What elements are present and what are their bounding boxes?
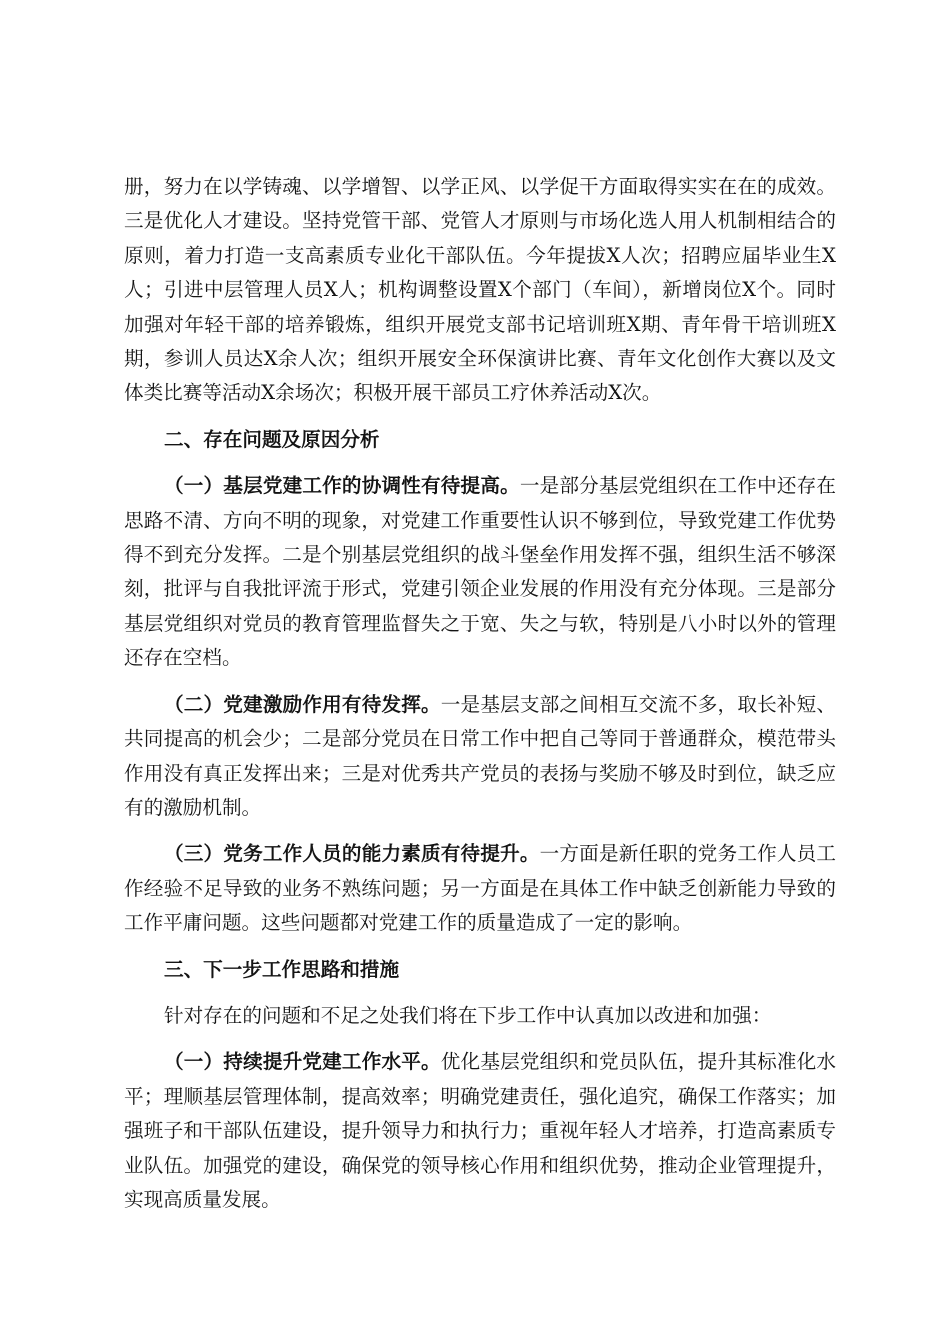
issue-2-body: 一是基层支部之间相互交流不多，取长补短、共同提高的机会少；二是部分党员在日常工作中把自己等同于普通群众，模范带头作用没有真正发挥出来；三是对优秀共产党员的表扬与奖励不够及时到位，缺乏应有的激励机制。 bbox=[124, 692, 837, 819]
paragraph-next-steps-intro: 针对存在的问题和不足之处我们将在下步工作中认真加以改进和加强： bbox=[164, 1003, 772, 1027]
document-page bbox=[124, 170, 836, 1229]
paragraph-issue-2 bbox=[124, 688, 836, 826]
paragraph-text: 册，努力在以学铸魂、以学增智、以学正风、以学促干方面取得实实在在的成效。三是优化人才建设。坚持党管干部、党管人才原则与市场化选人用人机制相结合的原则，着力打造一支高素质专业化干部队伍。今年提拔X人次；招聘应届毕业生X人；引进中层管理人员X人；机构调整设置X个部门（车间），新增岗位X个。同时加强对年轻干部的培养锻炼，组织开展党支部书记培训班X期、青年骨干培训班X期，参训人员达X余人次；组织开展安全环保演讲比赛、青年文化创作大赛以及文体类比赛等活动X余场次；积极开展干部员工疗休养活动X次。 bbox=[124, 175, 836, 405]
paragraph-issue-1 bbox=[124, 469, 836, 675]
section-heading-problems: 二、存在问题及原因分析 bbox=[164, 427, 380, 451]
issue-3-title: （三）党务工作人员的能力素质有待提升。 bbox=[164, 842, 540, 866]
issue-2-title: （二）党建激励作用有待发挥。 bbox=[164, 692, 441, 716]
paragraph-issue-3 bbox=[124, 837, 836, 940]
issue-3-body: 一方面是新任职的党务工作人员工作经验不足导致的业务不熟练问题；另一方面是在具体工作中缺乏创新能力导致的工作平庸问题。这些问题都对党建工作的质量造成了一定的影响。 bbox=[124, 842, 837, 935]
issue-1-title: （一）基层党建工作的协调性有待提高。 bbox=[164, 474, 520, 498]
section-heading-next-steps: 三、下一步工作思路和措施 bbox=[164, 957, 400, 981]
measure-1-body: 优化基层党组织和党员队伍，提升其标准化水平；理顺基层管理体制，提高效率；明确党建责任，强化追究，确保工作落实；加强班子和干部队伍建设，提升领导力和执行力；重视年轻人才培养，打造高素质专业队伍。加强党的建设，确保党的领导核心作用和组织优势，推动企业管理提升，实现高质量发展。 bbox=[124, 1050, 837, 1211]
measure-1-title: （一）持续提升党建工作水平。 bbox=[164, 1050, 441, 1074]
issue-1-body: 一是部分基层党组织在工作中还存在思路不清、方向不明的现象，对党建工作重要性认识不够到位，导致党建工作优势得不到充分发挥。二是个别基层党组织的战斗堡垒作用发挥不强，组织生活不够深刻，批评与自我批评流于形式，党建引领企业发展的作用没有充分体现。三是部分基层党组织对党员的教育管理监督失之于宽、失之与软，特别是八小时以外的管理还存在空档。 bbox=[124, 474, 837, 670]
paragraph-measure-1 bbox=[124, 1045, 836, 1217]
paragraph-talent-building bbox=[124, 170, 836, 411]
